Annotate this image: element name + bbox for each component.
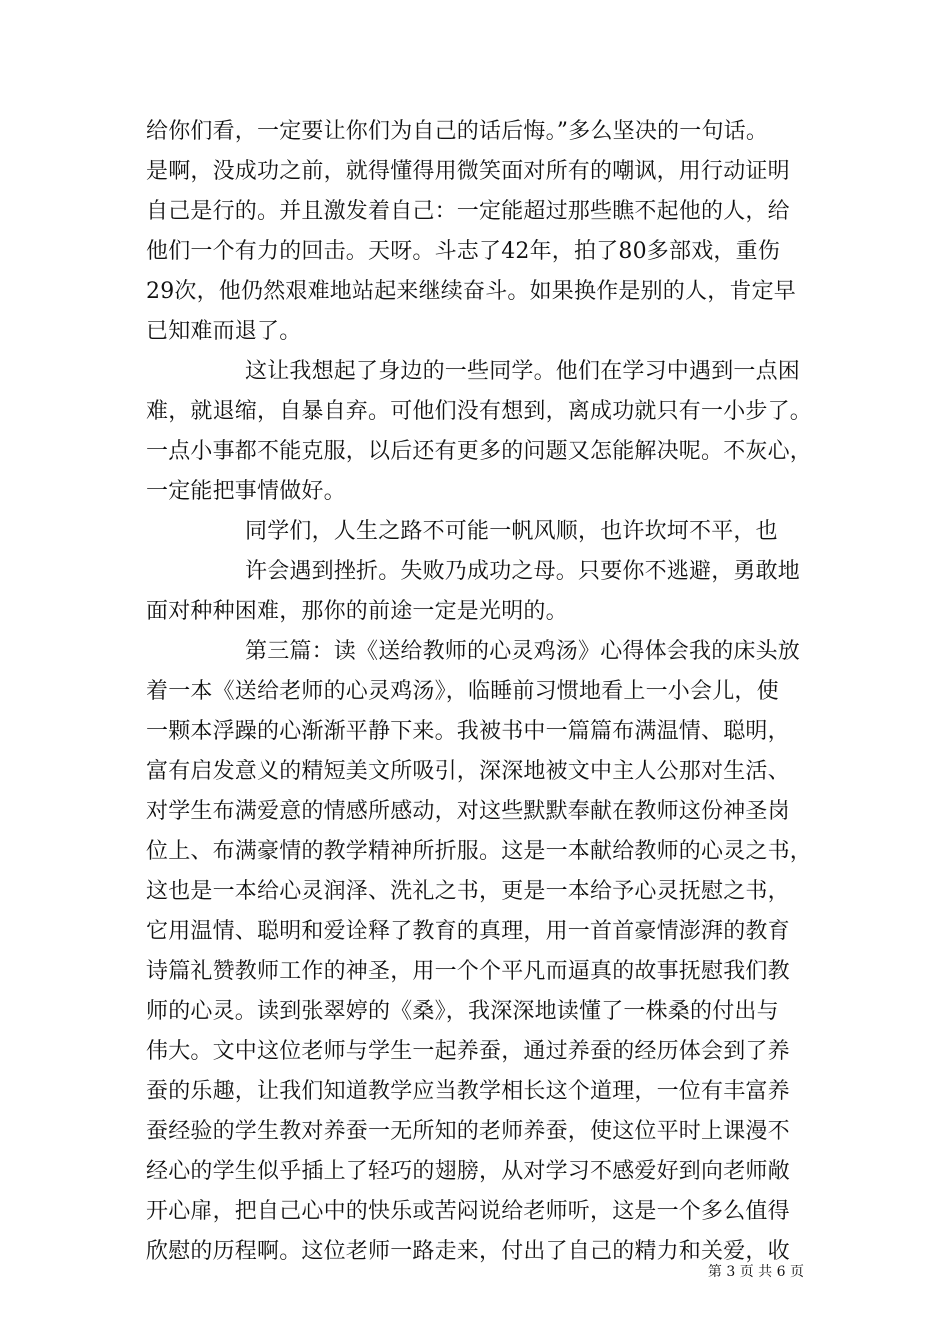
text-line: 一点小事都不能克服，以后还有更多的问题又怎能解决呢。不灰心， — [146, 439, 813, 464]
text-line: 蚕的乐趣，让我们知道教学应当教学相长这个道理，一位有丰富养 — [146, 1079, 790, 1104]
text-line: 29次，他仍然艰难地站起来继续奋斗。如果换作是别的人，肯定早 — [146, 279, 796, 304]
text-line: 同学们，人生之路不可能一帆风顺，也许坎坷不平，也 — [245, 519, 778, 544]
text-line: 是啊，没成功之前，就得懂得用微笑面对所有的嘲讽，用行动证明 — [146, 159, 790, 184]
text-line: 一定能把事情做好。 — [146, 479, 346, 504]
text-line: 已知难而退了。 — [146, 319, 302, 344]
text-line: 面对种种困难，那你的前途一定是光明的。 — [146, 599, 568, 624]
text-line: 富有启发意义的精短美文所吸引，深深地被文中主人公那对生活、 — [146, 759, 790, 784]
text-line: 师的心灵。读到张翠婷的《桑》，我深深地读懂了一株桑的付出与 — [146, 999, 779, 1024]
text-line: 这让我想起了身边的一些同学。他们在学习中遇到一点困 — [245, 359, 801, 384]
text-line: 它用温情、聪明和爱诠释了教育的真理，用一首首豪情澎湃的教育 — [146, 919, 790, 944]
text-line: 对学生布满爱意的情感所感动，对这些默默奉献在教师这份神圣岗 — [146, 799, 790, 824]
text-line: 他们一个有力的回击。天呀。斗志了42年，拍了80多部戏，重伤 — [146, 239, 780, 264]
text-line: 难，就退缩，自暴自弃。可他们没有想到，离成功就只有一小步了。 — [146, 399, 813, 424]
text-line: 一颗本浮躁的心渐渐平静下来。我被书中一篇篇布满温情、聪明， — [146, 719, 790, 744]
text-line: 开心扉，把自己心中的快乐或苦闷说给老师听，这是一个多么值得 — [146, 1199, 790, 1224]
text-line: 这也是一本给心灵润泽、洗礼之书，更是一本给予心灵抚慰之书， — [146, 879, 790, 904]
page-number-footer: 第 3 页 共 6 页 — [707, 1264, 804, 1280]
text-line: 蚕经验的学生教对养蚕一无所知的老师养蚕，使这位平时上课漫不 — [146, 1119, 790, 1144]
text-line: 自己是行的。并且激发着自己：一定能超过那些瞧不起他的人，给 — [146, 199, 790, 224]
text-line: 位上、布满豪情的教学精神所折服。这是一本献给教师的心灵之书， — [146, 839, 813, 864]
text-line: 给你们看，一定要让你们为自己的话后悔。”多么坚决的一句话。 — [146, 119, 769, 144]
text-line: 伟大。文中这位老师与学生一起养蚕，通过养蚕的经历体会到了养 — [146, 1039, 790, 1064]
text-line: 许会遇到挫折。失败乃成功之母。只要你不逃避，勇敢地 — [245, 559, 801, 584]
text-line: 着一本《送给老师的心灵鸡汤》，临睡前习惯地看上一小会儿，使 — [146, 679, 779, 704]
text-line: 经心的学生似乎插上了轻巧的翅膀，从对学习不感爱好到向老师敞 — [146, 1159, 790, 1184]
text-line: 第三篇：读《送给教师的心灵鸡汤》心得体会我的床头放 — [245, 639, 801, 664]
text-line: 欣慰的历程啊。这位老师一路走来，付出了自己的精力和关爱，收 — [146, 1239, 790, 1264]
text-line: 诗篇礼赞教师工作的神圣，用一个个平凡而逼真的故事抚慰我们教 — [146, 959, 790, 984]
